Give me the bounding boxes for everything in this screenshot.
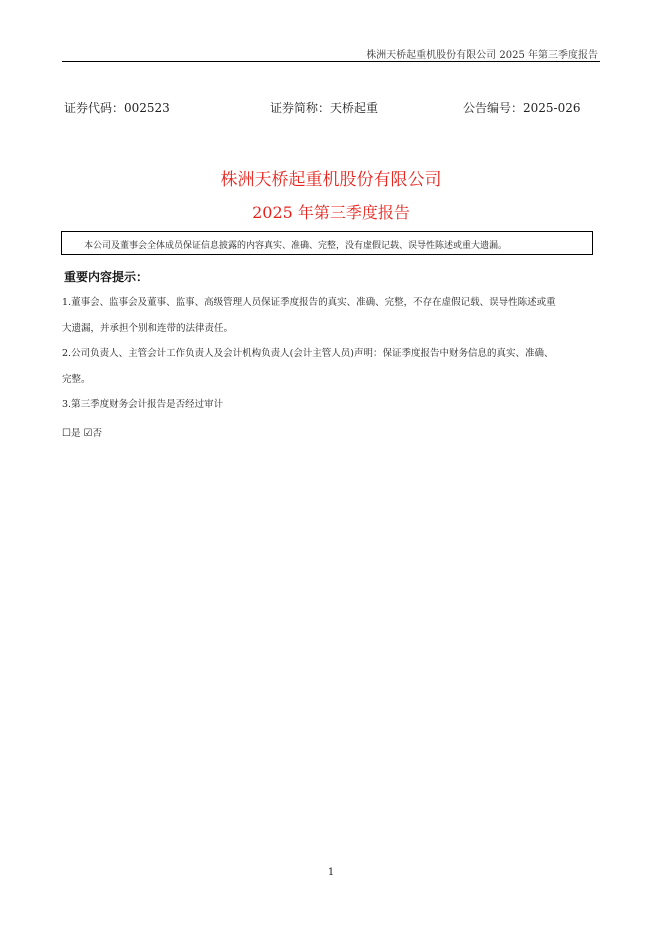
audit-yes-checkbox: ☐	[62, 428, 71, 439]
page-number: 1	[327, 867, 335, 878]
company-title: 株洲天桥起重机股份有限公司	[220, 170, 442, 190]
important-item-1-line-1: 1.董事会、监事会及董事、监事、高级管理人员保证季度报告的真实、准确、完整，不存在虚假记载、误导性陈述或重	[62, 297, 556, 308]
securities-code: 证券代码：002523	[64, 101, 170, 115]
securities-abbreviation: 证券简称：天桥起重	[270, 101, 379, 115]
announcement-number: 公告编号：2025-026	[463, 101, 581, 115]
important-heading: 重要内容提示：	[64, 270, 149, 284]
securities-info-row	[64, 99, 584, 115]
important-item-2-line-1: 2.公司负责人、主管会计工作负责人及会计机构负责人(会计主管人员)声明：保证季度报告中财务信息的真实、准确、	[62, 348, 554, 359]
important-item-1-line-2: 大遗漏，并承担个别和连带的法律责任。	[62, 323, 234, 334]
audit-options	[62, 421, 594, 447]
header-divider	[62, 61, 600, 62]
important-item-2-line-2: 完整。	[62, 374, 91, 385]
notice-box	[61, 231, 593, 255]
audit-no-label: 否	[92, 428, 102, 439]
audit-no-checkbox: ☑	[83, 428, 93, 439]
important-item-1	[62, 290, 594, 342]
important-item-2	[62, 341, 594, 393]
notice-text: 本公司及董事会全体成员保证信息披露的内容真实、准确、完整，没有虚假记载、误导性陈述或重大遗漏。	[84, 241, 508, 251]
audit-yes-label: 是	[70, 428, 81, 439]
running-header: 株洲天桥起重机股份有限公司 2025 年第三季度报告	[366, 50, 598, 61]
report-title: 2025 年第三季度报告	[252, 203, 410, 222]
important-item-3: 3.第三季度财务会计报告是否经过审计	[62, 399, 224, 410]
